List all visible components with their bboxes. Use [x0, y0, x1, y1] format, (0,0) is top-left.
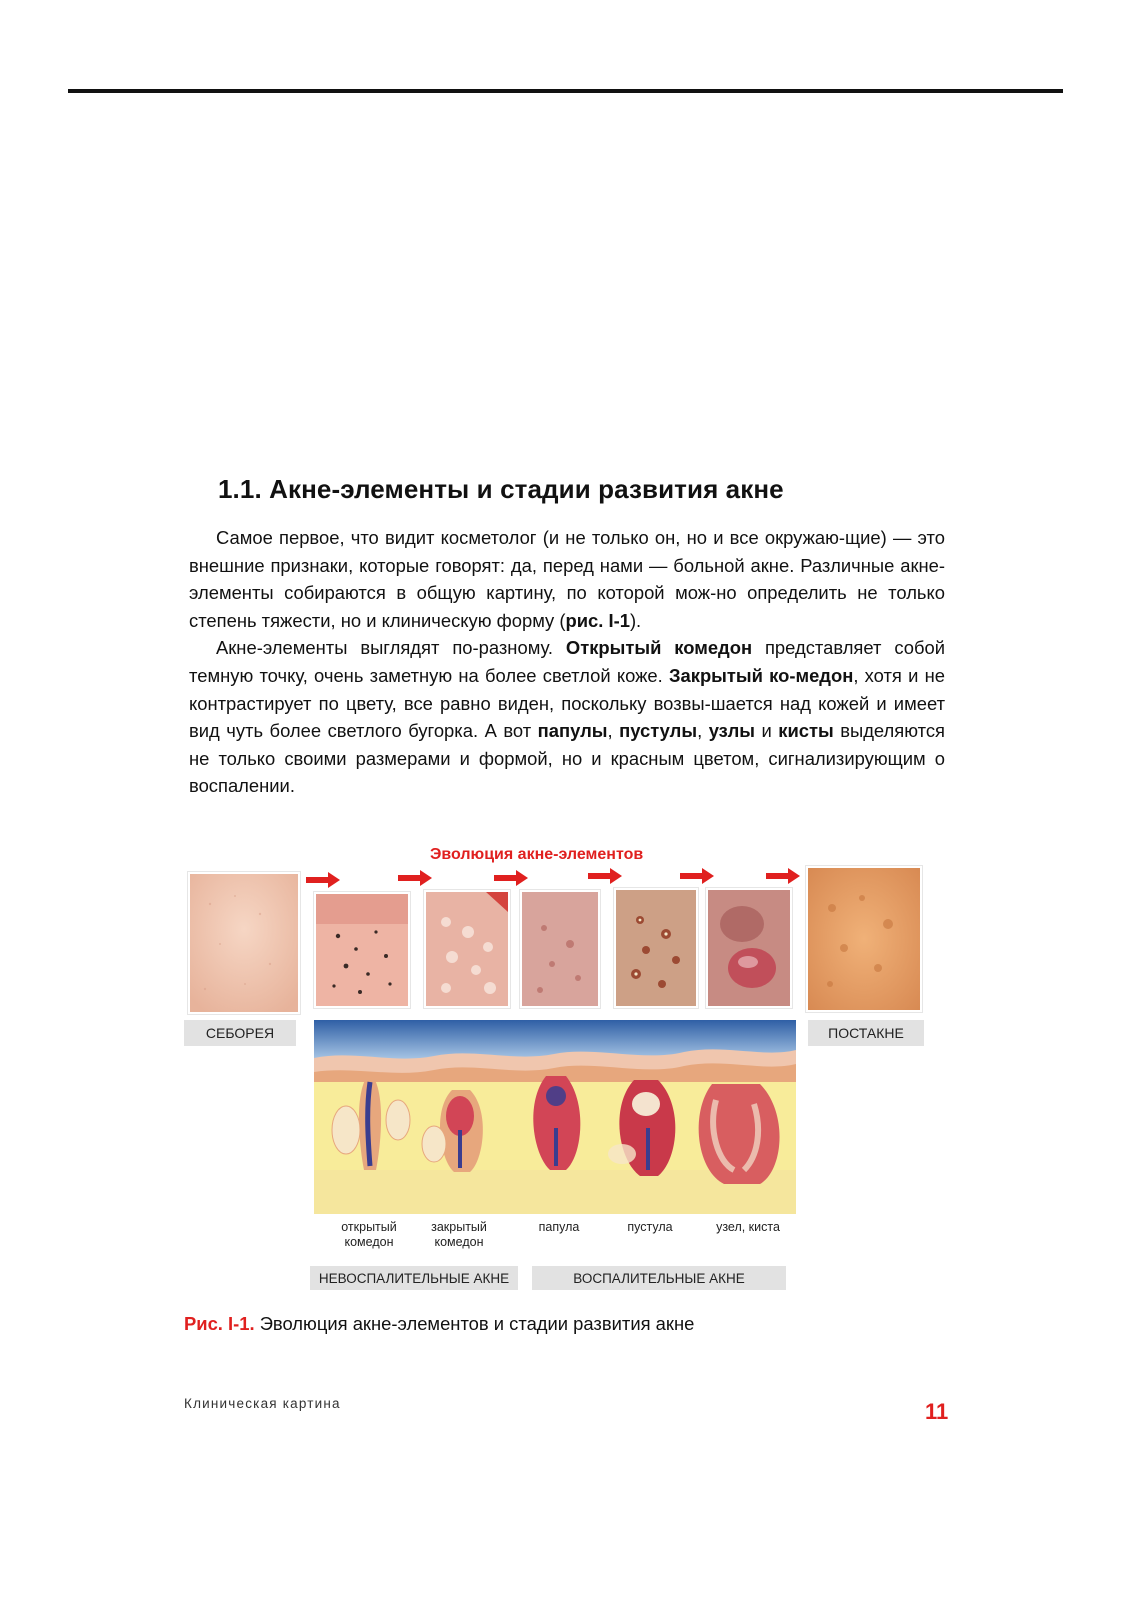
bold-term: папулы — [537, 720, 608, 742]
label-post-acne: ПОСТАКНЕ — [808, 1020, 924, 1046]
photo-pustule — [614, 888, 698, 1008]
label-pustule: пустула — [627, 1220, 673, 1234]
arrow-right-icon — [680, 868, 714, 884]
text-run: Акне-элементы выглядят по-разному. — [216, 637, 566, 659]
text-run: Самое первое, что видит косметолог (и не только он, но и все окружаю-щие) — это внешние признаки, которые говорят: да, перед нами — больной акне. Различные акне-элементы собираются в общую картину, по которой мож-но определить не только степень тяжести, но и клиническую форму ( — [189, 527, 945, 631]
text-run: , хотя и не контрастирует по цвету, все равно виден, поскольку возвы-шается над кожей и имеет вид чуть более светлого бугорка. А вот — [189, 664, 945, 742]
section-heading: 1.1. Акне-элементы и стадии развития акне — [218, 474, 784, 504]
text-run: , — [607, 720, 620, 742]
text-run: , — [697, 720, 709, 742]
bold-term: узлы — [708, 720, 755, 742]
page-number: 11 — [925, 1399, 949, 1424]
bold-term: Закрытый ко-медон — [669, 664, 854, 686]
figure-caption — [184, 1313, 694, 1335]
text-run: и — [754, 720, 779, 742]
arrow-right-icon — [306, 872, 340, 888]
label-closed-comedone: закрытый комедон — [431, 1220, 487, 1249]
text-run: представляет собой темную точку, очень заметную на более светлой коже. — [189, 637, 945, 686]
label-open-comedone: открытый комедон — [341, 1220, 397, 1249]
text-run: ). — [629, 609, 642, 631]
top-rule — [68, 89, 1063, 93]
photo-open-comedone — [314, 892, 410, 1008]
paragraph — [189, 634, 945, 800]
text-run: выделяются не только своими размерами и формой, но и красным цветом, сигнализирующим о воспалении. — [189, 720, 945, 797]
arrow-right-icon — [398, 870, 432, 886]
photo-seborrhea — [188, 872, 300, 1014]
bold-term: рис. I-1 — [565, 609, 630, 631]
label-noninflammatory-acne: НЕВОСПАЛИТЕЛЬНЫЕ АКНЕ — [310, 1266, 518, 1290]
label-papule: папула — [538, 1220, 580, 1234]
bold-term: кисты — [778, 720, 834, 742]
label-inflammatory-acne: ВОСПАЛИТЕЛЬНЫЕ АКНЕ — [532, 1266, 786, 1290]
caption-text: Эволюция акне-элементов и стадии развития акне — [254, 1313, 695, 1334]
body-text — [189, 524, 945, 800]
arrow-right-icon — [588, 868, 622, 884]
arrow-right-icon — [494, 870, 528, 886]
skin-cross-section-diagram — [314, 1020, 796, 1214]
photo-post-acne — [806, 866, 922, 1012]
figure-acne-evolution — [184, 842, 944, 1286]
running-footer: Клиническая картина — [184, 1396, 341, 1411]
bold-term: пустулы — [619, 720, 698, 742]
caption-number: Рис. I-1. — [184, 1313, 255, 1334]
photo-papule — [520, 890, 600, 1008]
arrow-right-icon — [766, 868, 800, 884]
figure-title: Эволюция акне-элементов — [430, 846, 644, 863]
photo-nodule-cyst — [706, 888, 792, 1008]
label-nodule-cyst: узел, киста — [716, 1220, 780, 1234]
photo-closed-comedone — [424, 890, 510, 1008]
label-seborrhea: СЕБОРЕЯ — [184, 1020, 296, 1046]
bold-term: Открытый комедон — [565, 637, 753, 659]
paragraph — [189, 524, 945, 634]
